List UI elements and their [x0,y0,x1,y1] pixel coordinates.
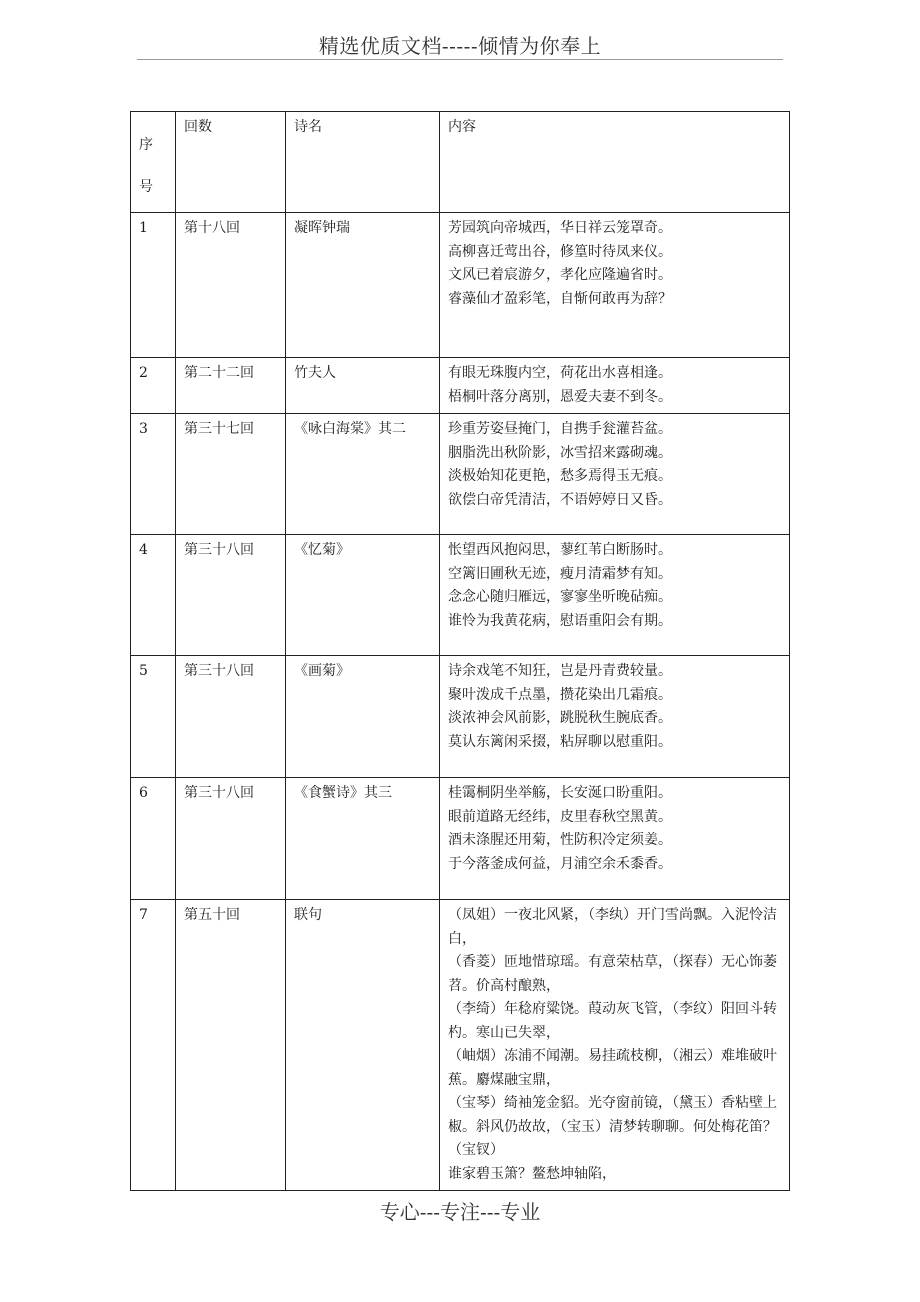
table-row [131,213,790,358]
cell-seq: 6 [131,778,176,900]
cell-poem: 《忆菊》 [286,535,440,656]
header-poem: 诗名 [286,112,440,213]
poem-line: 珍重芳姿昼掩门，自携手瓮灌苔盆。 [448,421,672,437]
poem-line: 眼前道路无经纬，皮里春秋空黑黄。 [448,808,672,825]
cell-poem: 竹夫人 [286,358,440,414]
cell-seq: 7 [131,900,176,1191]
poem-line: 酒未涤腥还用菊，性防积冷定须姜。 [448,832,672,848]
poem-line: 高柳喜迁莺出谷，修篁时待凤来仪。 [448,243,672,260]
poem-paragraph: 谁家碧玉箫？鳌愁坤轴陷， [448,1165,616,1182]
cell-chapter: 第三十七回 [176,414,286,535]
cell-chapter: 第五十回 [176,900,286,1191]
poem-line: 芳园筑向帝城西，华日祥云笼罩奇。 [448,220,672,236]
poem-line: 睿藻仙才盈彩笔，自惭何敢再为辞？ [448,290,672,307]
table-row [131,535,790,656]
table-row [131,900,790,1191]
poem-line: 梧桐叶落分离别，恩爱夫妻不到冬。 [448,388,672,405]
cell-chapter: 第三十八回 [176,656,286,778]
header-chapter: 回数 [176,112,286,213]
cell-seq: 2 [131,358,176,414]
poem-line: 诗余戏笔不知狂，岂是丹青费较量。 [448,663,672,679]
poem-line: 莫认东篱闲采掇，粘屏聊以慰重阳。 [448,733,672,750]
table-row [131,414,790,535]
cell-seq: 3 [131,414,176,535]
cell-seq: 1 [131,213,176,358]
table-row [131,656,790,778]
cell-content [440,778,790,900]
poem-line: 于今落釜成何益，月浦空余禾黍香。 [448,855,672,872]
poem-line: 怅望西风抱闷思，蓼红苇白断肠时。 [448,542,672,558]
poem-line: 淡极始知花更艳，愁多焉得玉无痕。 [448,468,672,484]
table-row [131,778,790,900]
poem-paragraph: （李绮）年稔府粱饶。葭动灰飞管，（李纹）阳回斗转杓。寒山已失翠， [448,1001,777,1041]
cell-chapter: 第十八回 [176,213,286,358]
poem-line: 有眼无珠腹内空，荷花出水喜相逢。 [448,365,672,381]
table-row [131,358,790,414]
cell-poem: 凝晖钟瑞 [286,213,440,358]
poem-paragraph: （岫烟）冻浦不闻潮。易挂疏枝柳，（湘云）难堆破叶蕉。麝煤融宝鼎， [448,1048,777,1088]
header-seq [131,112,176,213]
poem-line: 谁怜为我黄花病，慰语重阳会有期。 [448,612,672,629]
cell-poem: 《食蟹诗》其三 [286,778,440,900]
cell-content [440,900,790,1191]
header-seq-char-2: 号 [139,179,153,195]
cell-content [440,358,790,414]
poem-line: 念念心随归雁远，寥寥坐听晚砧痴。 [448,589,672,605]
cell-chapter: 第二十二回 [176,358,286,414]
page-header: 精选优质文档-----倾情为你奉上 [318,34,602,58]
header-divider [137,59,783,60]
cell-chapter: 第三十八回 [176,778,286,900]
table-header-row [131,112,790,213]
poem-paragraph: （宝琴）绮袖笼金貂。光夺窗前镜，（黛玉）香粘壁上椒。斜风仍故故，（宝玉）清梦转聊聊。何处梅花笛？（宝钗） [448,1095,777,1158]
header-seq-char-1: 序 [139,137,153,153]
page-footer: 专心---专注---专业 [379,1200,541,1224]
poem-line: 空篱旧圃秋无迹，瘦月清霜梦有知。 [448,565,672,582]
cell-seq: 5 [131,656,176,778]
poem-paragraph: （凤姐）一夜北风紧，（李纨）开门雪尚飘。入泥怜洁白， [448,907,777,947]
cell-content [440,213,790,358]
cell-content [440,535,790,656]
cell-poem: 《画菊》 [286,656,440,778]
poem-line: 欲偿白帝凭清洁，不语婷婷日又昏。 [448,491,672,508]
header-content: 内容 [440,112,790,213]
poem-paragraph: （香菱）匝地惜琼瑶。有意荣枯草，（探春）无心饰萎苕。价高村酿熟， [448,954,777,994]
cell-content [440,656,790,778]
cell-content [440,414,790,535]
poem-table [130,111,790,1191]
cell-poem: 联句 [286,900,440,1191]
cell-chapter: 第三十八回 [176,535,286,656]
cell-poem: 《咏白海棠》其二 [286,414,440,535]
poem-line: 文风已着宸游夕，孝化应隆遍省时。 [448,267,672,283]
cell-seq: 4 [131,535,176,656]
poem-line: 胭脂洗出秋阶影，冰雪招来露砌魂。 [448,444,672,461]
poem-line: 淡浓神会风前影，跳脱秋生腕底香。 [448,710,672,726]
poem-line: 聚叶泼成千点墨，攒花染出几霜痕。 [448,686,672,703]
poem-line: 桂霭桐阴坐举觞，长安涎口盼重阳。 [448,785,672,801]
